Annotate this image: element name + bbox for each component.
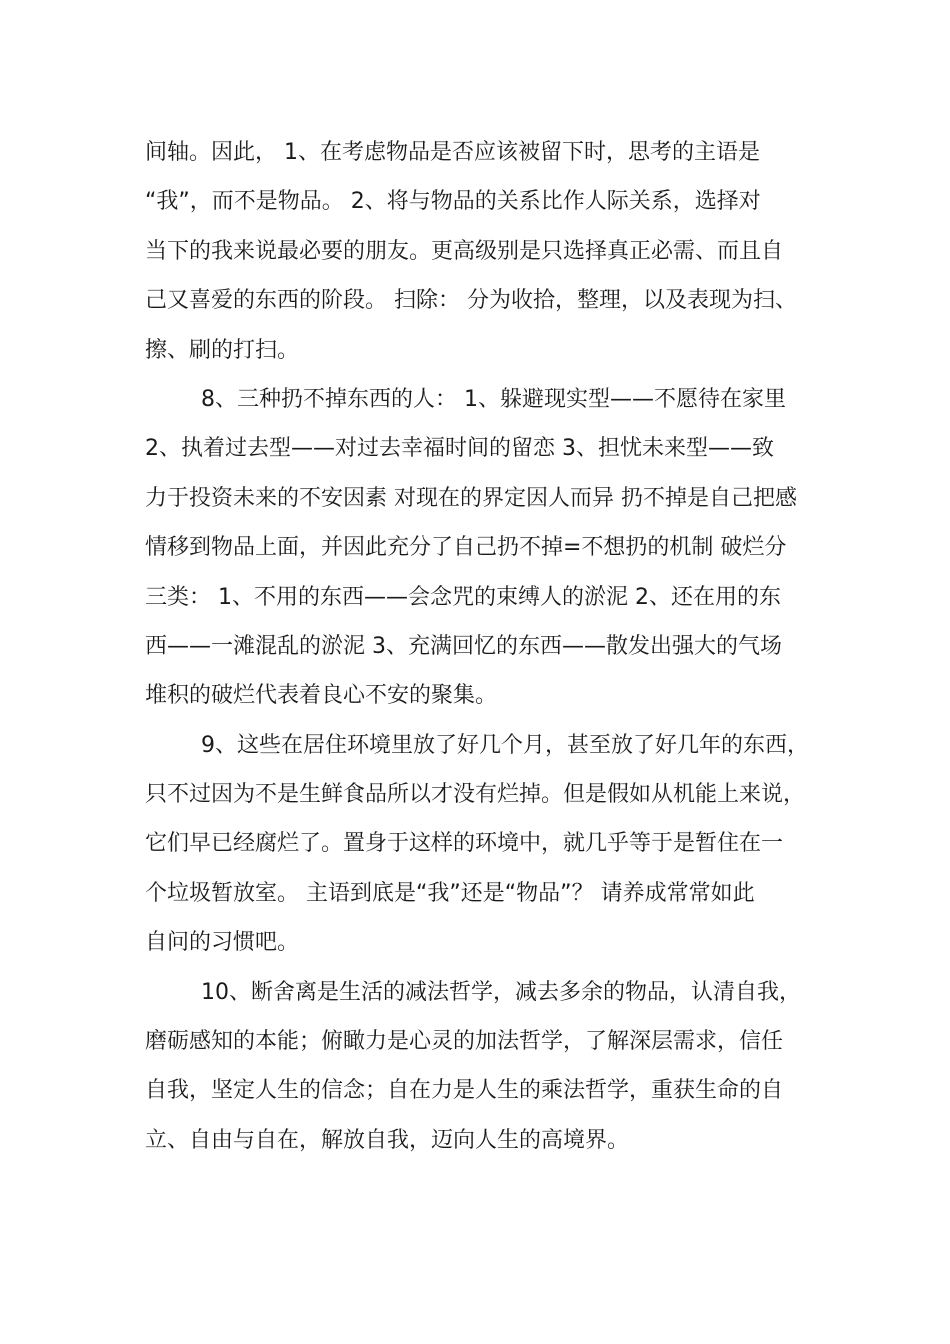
text-line: 磨砺感知的本能；俯瞰力是心灵的加法哲学，了解深层需求，信任 bbox=[145, 1029, 784, 1055]
text-line: “我”，而不是物品。 2、将与物品的关系比作人际关系，选择对 bbox=[145, 189, 761, 215]
text-line: 只不过因为不是生鲜食品所以才没有烂掉。但是假如从机能上来说， bbox=[145, 782, 806, 808]
document-body bbox=[145, 128, 810, 1165]
text-line: 它们早已经腐烂了。置身于这样的环境中，就几乎等于是暂住在一 bbox=[145, 831, 784, 857]
text-line: 力于投资未来的不安因素 对现在的界定因人而异 扔不掉是自己把感 bbox=[145, 485, 797, 511]
text-line: 立、自由与自在，解放自我，迈向人生的高境界。 bbox=[145, 1127, 630, 1153]
text-line: 8、三种扔不掉东西的人： 1、躲避现实型——不愿待在家里 bbox=[201, 386, 786, 412]
text-line: 情移到物品上面，并因此充分了自己扔不掉=不想扔的机制 破烂分 bbox=[145, 535, 787, 561]
text-line: 西——一滩混乱的淤泥 3、充满回忆的东西——散发出强大的气场 bbox=[145, 633, 782, 659]
text-line: 9、这些在居住环境里放了好几个月，甚至放了好几年的东西， bbox=[201, 732, 809, 758]
text-line: 己又喜爱的东西的阶段。 扫除： 分为收拾，整理，以及表现为扫、 bbox=[145, 288, 797, 314]
text-line: 擦、刷的打扫。 bbox=[145, 337, 300, 363]
text-line: 堆积的破烂代表着良心不安的聚集。 bbox=[145, 683, 498, 709]
text-line: 自我，坚定人生的信念；自在力是人生的乘法哲学，重获生命的自 bbox=[145, 1078, 784, 1104]
text-line: 10、断舍离是生活的减法哲学，减去多余的物品，认清自我， bbox=[201, 979, 801, 1005]
text-line: 自问的习惯吧。 bbox=[145, 930, 300, 956]
text-line: 个垃圾暂放室。 主语到底是“我”还是“物品”？ 请养成常常如此 bbox=[145, 880, 755, 906]
text-line: 2、执着过去型——对过去幸福时间的留恋 3、担忧未来型——致 bbox=[145, 436, 774, 462]
text-line: 当下的我来说最必要的朋友。更高级别是只选择真正必需、而且自 bbox=[145, 238, 784, 264]
text-line: 间轴。因此， 1、在考虑物品是否应该被留下时，思考的主语是 bbox=[145, 140, 760, 165]
text-line: 三类： 1、不用的东西——会念咒的束缚人的淤泥 2、还在用的东 bbox=[145, 584, 781, 610]
